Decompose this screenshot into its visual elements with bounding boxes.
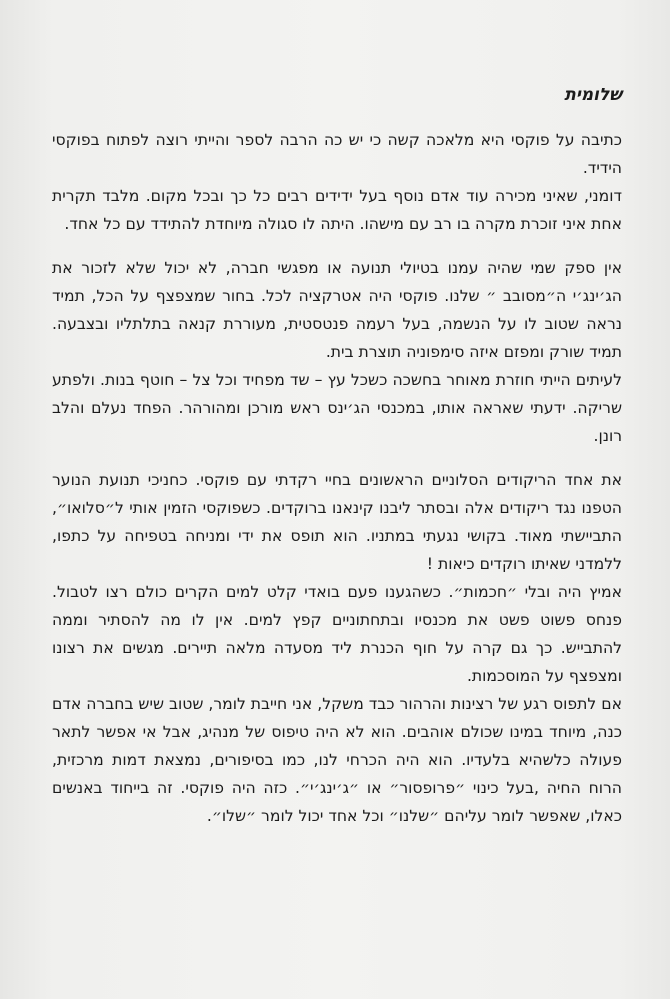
paragraph-5: את אחד הריקודים הסלוניים הראשונים בחיי רקדתי עם פוקסי. כחניכי תנועת הנוער הטפנו נגד ריקודים אלה ובסתר ליבנו קינאנו ברוקדים. כשפוקסי הזמין אותי ל״סלואו״, התביישתי מאוד. בקושי נגעתי במתניו. הוא תופס את ידי ומניחה בטפיחה על כתפו, ללמדני שאיתו רוקדים כיאות ! <box>52 471 622 573</box>
paragraph-7: אם לתפוס רגע של רצינות והרהור כבד משקל, אני חייבת לומר, שטוב שיש בחברה אדם כנה, מיוחד במינו שכולם אוהבים. הוא לא היה טיפוס של מנהיג, אבל אי אפשר לתאר פעולה כלשהיא בלעדיו. הוא היה הכרחי לנו, כמו בסיפורים, נמצאת דמות מרכזית, הרוח החיה ,בעל כינוי ״פרופסור״ או ״ג׳ינג׳י״. כזה היה פוקסי. זה בייחוד באנשים כאלו, שאפשר לומר עליהם ״שלנו״ וכל אחד יכול לומר ״שלו״. <box>52 695 622 825</box>
paragraph-2: דומני, שאיני מכירה עוד אדם נוסף בעל ידידים רבים כל כך ובכל מקום. מלבד תקרית אחת איני זוכרת מקרה בו רב עם מישהו. היתה לו סגולה מיוחדת להתידד עם כל אחד. <box>52 187 622 233</box>
paragraph-4: לעיתים הייתי חוזרת מאוחר בחשכה כשכל עץ – שד מפחיד וכל צל – חוטף בנות. ולפתע שריקה. ידעתי שאראה אותו, במכנסי הג׳ינס ראש מורכן ומהורהר. הפחד נעלם והלב רונן. <box>52 371 622 445</box>
document-title: שלומית <box>564 85 622 105</box>
paragraph-6: אמיץ היה ובלי ״חכמות״. כשהגענו פעם בואדי קלט למים הקרים כולם רצו לטבול. פנחס פשוט פשט את מכנסיו ובתחתוניים קפץ למים. אין לו מה להסתיר וממה להתבייש. כך גם קרה על חוף הכנרת ליד מסעדה מלאה תיירים. מגשים את רצונו ומצפצף על המוסכמות. <box>52 583 622 685</box>
paragraph-3: אין ספק שמי שהיה עמנו בטיולי תנועה או מפגשי חברה, לא יכול שלא לזכור את הג׳ינג׳י ה״מסובב ״ שלנו. פוקסי היה אטרקציה לכל. בחור שמצפצף על הכל, תמיד נראה שטוב לו על הנשמה, בעל רעמה פנטסטית, מעוררת קנאה בתלתליו ובצבעה. תמיד שורק ומפזם איזה סימפוניה תוצרת בית. <box>52 259 622 361</box>
text-column <box>52 84 622 830</box>
paragraph-1: כתיבה על פוקסי היא מלאכה קשה כי יש כה הרבה לספר והייתי רוצה לפתוח בפוקסי הידיד. <box>52 131 622 177</box>
